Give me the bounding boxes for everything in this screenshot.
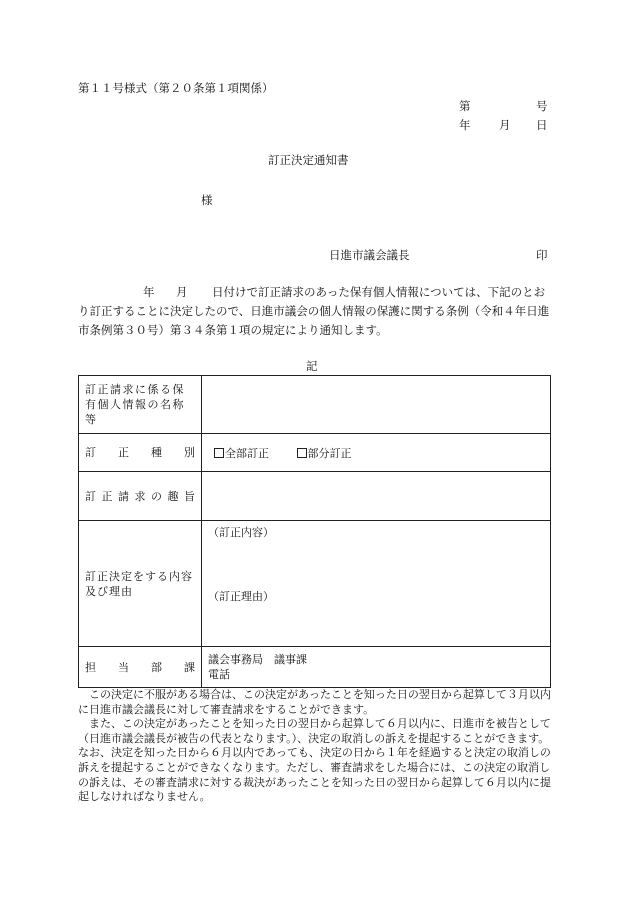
body-month: 月 bbox=[176, 285, 188, 299]
body-year: 年 bbox=[143, 285, 155, 299]
doc-number-prefix: 第 bbox=[459, 99, 471, 113]
label-correction-type: 訂 正 種 別 bbox=[79, 434, 202, 472]
label-department: 担 当 部 課 bbox=[79, 647, 202, 688]
label-decision-content: 訂正決定をする内容及び理由 bbox=[79, 521, 202, 647]
value-info-name[interactable] bbox=[202, 376, 551, 434]
form-number: 第１１号様式（第２０条第１項関係） bbox=[78, 81, 274, 95]
value-request-purpose[interactable] bbox=[202, 472, 551, 521]
decision-table bbox=[78, 375, 551, 688]
doc-number-suffix: 号 bbox=[536, 99, 548, 113]
body-paragraph: 日付けで訂正請求のあった保有個人情報については、下記のとおり訂正することに決定したので、日進市議会の個人情報の保護に関する条例（令和４年日進市条例第３０号）第３４条第１項の規定により通知します。 bbox=[78, 285, 550, 337]
checkbox-icon[interactable] bbox=[214, 448, 224, 458]
date-day: 日 bbox=[536, 118, 548, 132]
table-row-correction-type bbox=[79, 434, 551, 472]
seal-mark: 印 bbox=[536, 248, 548, 262]
checkbox-icon[interactable] bbox=[297, 448, 307, 458]
table-row-decision-content bbox=[79, 521, 551, 647]
remarks bbox=[78, 688, 554, 805]
label-info-name: 訂正請求に係る保有個人情報の名称等 bbox=[79, 376, 202, 434]
reason-heading: （訂正理由） bbox=[208, 590, 274, 603]
date-year: 年 bbox=[459, 118, 471, 132]
recipient-suffix: 様 bbox=[201, 193, 213, 207]
option-full-correction[interactable]: 全部訂正 bbox=[214, 447, 269, 460]
label-request-purpose: 訂 正 請 求 の 趣 旨 bbox=[79, 472, 202, 521]
content-heading: （訂正内容） bbox=[208, 526, 274, 539]
phone-label: 電話 bbox=[208, 668, 230, 681]
issuer-name: 日進市議会議長 bbox=[329, 248, 410, 262]
remark-paragraph: また、この決定があったことを知った日の翌日から起算して６月以内に、日進市を被告として（日進市議会議長が被告の代表となります。）、決定の取消しの訴えを提起することができます。なお、決定を知った日から６月以内であっても、決定の日から１年を経過すると決定の取消しの訴えを提起することができなくなります。ただし、審査請求をした場合には、この決定の取消しの訴えは、その審査請求に対する裁決があったことを知った日の翌日から起算して６月以内に提起しなければなりません。 bbox=[78, 717, 551, 804]
remark-paragraph: この決定に不服がある場合は、この決定があったことを知った日の翌日から起算して３月以内に日進市議会議長に対して審査請求をすることができます。 bbox=[78, 688, 551, 716]
value-decision-content[interactable] bbox=[202, 521, 551, 647]
ki-heading: 記 bbox=[306, 359, 318, 373]
department-name: 議会事務局 議事課 bbox=[208, 653, 307, 666]
date-month: 月 bbox=[499, 118, 511, 132]
document-title: 訂正決定通知書 bbox=[268, 153, 349, 167]
option-partial-correction[interactable]: 部分訂正 bbox=[297, 447, 352, 460]
table-row-request-purpose bbox=[79, 472, 551, 521]
table-row-department bbox=[79, 647, 551, 688]
value-department bbox=[202, 647, 551, 688]
value-correction-type bbox=[202, 434, 551, 472]
table-row-info-name bbox=[79, 376, 551, 434]
